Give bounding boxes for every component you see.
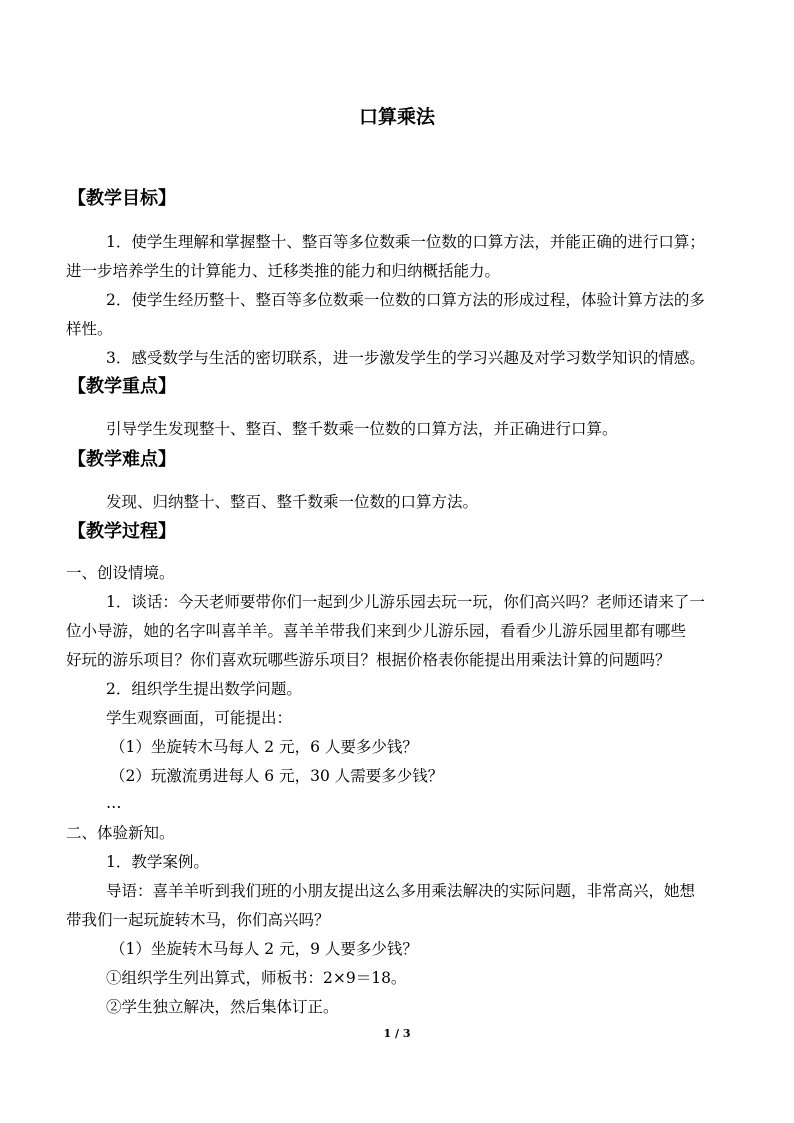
process-question-1: （1）坐旋转木马每人 2 元，6 人要多少钱？ bbox=[110, 738, 418, 756]
process-guide-line-2: 带我们一起玩旋转木马，你们高兴吗？ bbox=[66, 911, 330, 929]
section-heading-process: 【教学过程】 bbox=[68, 521, 176, 542]
section-heading-key-points: 【教学重点】 bbox=[68, 376, 176, 397]
difficulties-text: 发现、归纳整十、整百、整千数乘一位数的口算方法。 bbox=[106, 493, 479, 511]
process-question-2: （2）玩激流勇进每人 6 元，30 人需要多少钱？ bbox=[110, 767, 444, 785]
section-heading-difficulties: 【教学难点】 bbox=[68, 449, 176, 470]
process-case-title: 1．教学案例。 bbox=[106, 853, 209, 871]
process-ellipsis: … bbox=[106, 794, 122, 812]
process-item-1-line-2: 位小导游，她的名字叫喜羊羊。喜羊羊带我们来到少儿游乐园，看看少儿游乐园里都有哪些 bbox=[66, 622, 687, 640]
goal-1-line-2: 进一步培养学生的计算能力、迁移类推的能力和归纳概括能力。 bbox=[66, 262, 501, 280]
process-step-1: ①组织学生列出算式，师板书：2×9＝18。 bbox=[106, 969, 407, 987]
process-observe: 学生观察画面，可能提出： bbox=[106, 709, 293, 727]
document-title: 口算乘法 bbox=[358, 106, 435, 128]
process-part-2-title: 二、体验新知。 bbox=[66, 824, 175, 842]
process-item-1-line-3: 好玩的游乐项目？你们喜欢玩哪些游乐项目？根据价格表你能提出用乘法计算的问题吗？ bbox=[66, 651, 671, 669]
page-number: 1 / 3 bbox=[383, 1027, 411, 1040]
key-points-text: 引导学生发现整十、整百、整千数乘一位数的口算方法，并正确进行口算。 bbox=[106, 420, 618, 438]
process-item-2: 2．组织学生提出数学问题。 bbox=[106, 680, 302, 698]
goal-2-line-2: 样性。 bbox=[66, 320, 113, 338]
section-heading-goals: 【教学目标】 bbox=[68, 188, 176, 209]
process-case-question-1: （1）坐旋转木马每人 2 元，9 人要多少钱？ bbox=[110, 940, 418, 958]
goal-2-line-1: 2．使学生经历整十、整百等多位数乘一位数的口算方法的形成过程，体验计算方法的多 bbox=[106, 291, 705, 309]
goal-1-line-1: 1．使学生理解和掌握整十、整百等多位数乘一位数的口算方法，并能正确的进行口算； bbox=[106, 233, 705, 251]
process-part-1-title: 一、创设情境。 bbox=[66, 564, 175, 582]
process-step-2: ②学生独立解决，然后集体订正。 bbox=[106, 998, 339, 1016]
process-item-1-line-1: 1．谈话：今天老师要带你们一起到少儿游乐园去玩一玩，你们高兴吗？老师还请来了一 bbox=[106, 593, 705, 611]
goal-3-line-1: 3．感受数学与生活的密切联系，进一步激发学生的学习兴趣及对学习数学知识的情感。 bbox=[106, 349, 705, 367]
process-guide-line-1: 导语：喜羊羊听到我们班的小朋友提出这么多用乘法解决的实际问题，非常高兴，她想 bbox=[106, 882, 696, 900]
